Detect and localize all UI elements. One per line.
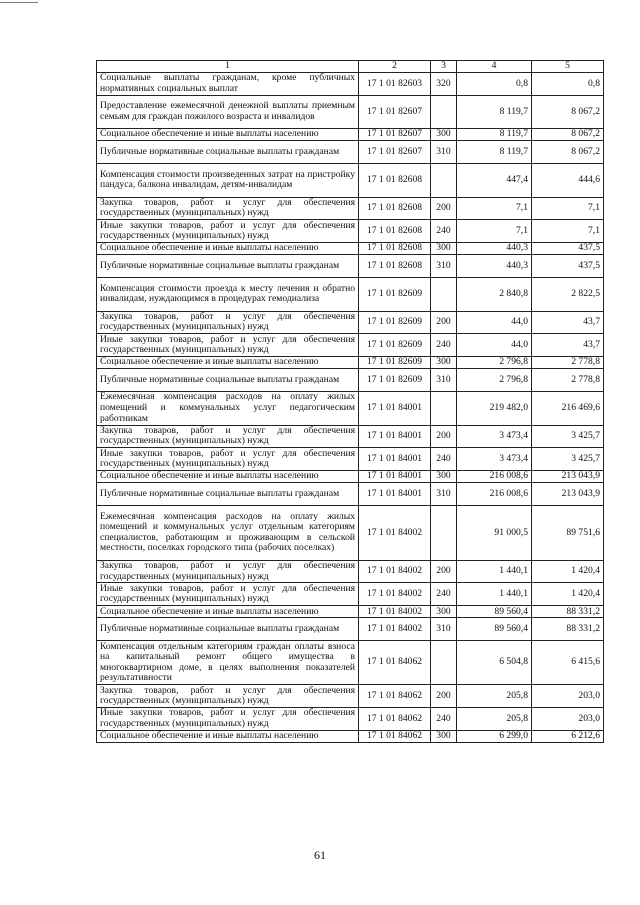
table-row [97,606,604,618]
row-name-cell: Социальное обеспечение и иные выплаты населению [97,471,359,483]
row-amount-2-cell: 43,7 [532,334,604,357]
header-cell-code: 2 [359,61,431,73]
row-amount-2-cell: 3 425,7 [532,448,604,471]
row-amount-2-cell: 2 822,5 [532,278,604,311]
row-code-cell: 17 1 01 84002 [359,506,431,561]
row-vr-cell [431,392,457,425]
row-amount-2-cell: 216 469,6 [532,392,604,425]
row-amount-1-cell: 0,8 [457,73,532,96]
row-name-cell: Предоставление ежемесячной денежной выплаты приемным семьям для граждан пожилого возраста и инвалидов [97,95,359,128]
row-code-cell: 17 1 01 84001 [359,448,431,471]
table-row [97,243,604,255]
table-row [97,73,604,96]
corner-scan-mark [0,2,38,3]
row-amount-2-cell: 1 420,4 [532,560,604,583]
row-amount-1-cell: 440,3 [457,255,532,278]
table-header-row [97,61,604,73]
row-amount-2-cell: 203,0 [532,708,604,731]
row-amount-2-cell: 213 043,9 [532,483,604,506]
row-amount-2-cell: 6 415,6 [532,641,604,685]
row-vr-cell: 310 [431,483,457,506]
row-amount-2-cell: 2 778,8 [532,357,604,369]
table-row [97,506,604,561]
table-row [97,220,604,243]
row-code-cell: 17 1 01 84001 [359,425,431,448]
row-amount-2-cell: 213 043,9 [532,471,604,483]
row-amount-1-cell: 2 796,8 [457,369,532,392]
row-amount-2-cell: 88 331,2 [532,618,604,641]
row-amount-2-cell: 444,6 [532,164,604,197]
row-code-cell: 17 1 01 82609 [359,369,431,392]
table-row [97,311,604,334]
row-name-cell: Социальное обеспечение и иные выплаты населению [97,129,359,141]
row-amount-2-cell: 7,1 [532,197,604,220]
table-row [97,425,604,448]
row-amount-1-cell: 89 560,4 [457,618,532,641]
row-name-cell: Публичные нормативные социальные выплаты гражданам [97,618,359,641]
table-row [97,560,604,583]
row-name-cell: Иные закупки товаров, работ и услуг для обеспечения государственных (муниципальных) нужд [97,448,359,471]
row-code-cell: 17 1 01 82609 [359,334,431,357]
row-vr-cell [431,95,457,128]
row-code-cell: 17 1 01 84002 [359,618,431,641]
row-name-cell: Социальное обеспечение и иные выплаты населению [97,730,359,742]
row-amount-1-cell: 8 119,7 [457,141,532,164]
row-amount-2-cell: 8 067,2 [532,95,604,128]
row-vr-cell: 300 [431,129,457,141]
row-vr-cell [431,641,457,685]
row-code-cell: 17 1 01 82608 [359,197,431,220]
row-code-cell: 17 1 01 84002 [359,583,431,606]
row-code-cell: 17 1 01 84062 [359,708,431,731]
row-amount-1-cell: 205,8 [457,708,532,731]
row-name-cell: Ежемесячная компенсация расходов на оплату жилых помещений и коммунальных услуг отдельным категориям специалистов, работающим и проживающим в сельской местности, поселках городского типа (рабочих поселках) [97,506,359,561]
row-vr-cell: 240 [431,448,457,471]
row-name-cell: Ежемесячная компенсация расходов на оплату жилых помещений и коммунальных услуг педагогическим работникам [97,392,359,425]
row-amount-2-cell: 43,7 [532,311,604,334]
row-amount-1-cell: 7,1 [457,197,532,220]
row-code-cell: 17 1 01 82607 [359,141,431,164]
row-name-cell: Закупка товаров, работ и услуг для обеспечения государственных (муниципальных) нужд [97,560,359,583]
row-vr-cell: 240 [431,220,457,243]
row-amount-1-cell: 8 119,7 [457,129,532,141]
row-name-cell: Иные закупки товаров, работ и услуг для обеспечения государственных (муниципальных) нужд [97,334,359,357]
table-row [97,641,604,685]
row-amount-1-cell: 6 504,8 [457,641,532,685]
row-code-cell: 17 1 01 82609 [359,357,431,369]
row-amount-1-cell: 6 299,0 [457,730,532,742]
row-amount-1-cell: 91 000,5 [457,506,532,561]
row-amount-2-cell: 8 067,2 [532,129,604,141]
table-row [97,141,604,164]
table-row [97,164,604,197]
row-amount-1-cell: 3 473,4 [457,448,532,471]
row-vr-cell: 200 [431,425,457,448]
row-amount-1-cell: 205,8 [457,685,532,708]
row-code-cell: 17 1 01 84001 [359,471,431,483]
row-vr-cell: 240 [431,708,457,731]
row-vr-cell [431,164,457,197]
row-amount-2-cell: 437,5 [532,243,604,255]
row-name-cell: Закупка товаров, работ и услуг для обеспечения государственных (муниципальных) нужд [97,311,359,334]
row-name-cell: Закупка товаров, работ и услуг для обеспечения государственных (муниципальных) нужд [97,685,359,708]
row-vr-cell: 200 [431,197,457,220]
row-amount-1-cell: 216 008,6 [457,483,532,506]
table-row [97,483,604,506]
row-vr-cell [431,278,457,311]
row-code-cell: 17 1 01 82607 [359,129,431,141]
row-amount-2-cell: 89 751,6 [532,506,604,561]
row-code-cell: 17 1 01 84001 [359,483,431,506]
row-amount-2-cell: 0,8 [532,73,604,96]
table-row [97,369,604,392]
row-amount-2-cell: 437,5 [532,255,604,278]
row-vr-cell: 310 [431,255,457,278]
row-vr-cell: 240 [431,583,457,606]
row-code-cell: 17 1 01 82609 [359,311,431,334]
row-amount-1-cell: 216 008,6 [457,471,532,483]
row-vr-cell [431,506,457,561]
table-row [97,583,604,606]
table-row [97,129,604,141]
row-name-cell: Иные закупки товаров, работ и услуг для обеспечения государственных (муниципальных) нужд [97,708,359,731]
row-vr-cell: 310 [431,618,457,641]
row-name-cell: Публичные нормативные социальные выплаты гражданам [97,141,359,164]
table-row [97,197,604,220]
row-name-cell: Компенсация стоимости проезда к месту лечения и обратно инвалидам, нуждающимся в процедурах гемодиализа [97,278,359,311]
row-code-cell: 17 1 01 84062 [359,641,431,685]
table-row [97,255,604,278]
table-row [97,357,604,369]
row-amount-2-cell: 203,0 [532,685,604,708]
row-vr-cell: 200 [431,560,457,583]
row-amount-2-cell: 88 331,2 [532,606,604,618]
row-code-cell: 17 1 01 82603 [359,73,431,96]
table-row [97,334,604,357]
budget-table [96,60,604,743]
table-row [97,95,604,128]
row-amount-2-cell: 8 067,2 [532,141,604,164]
table-row [97,448,604,471]
header-cell-amount-1: 4 [457,61,532,73]
row-amount-1-cell: 447,4 [457,164,532,197]
row-amount-1-cell: 89 560,4 [457,606,532,618]
row-name-cell: Публичные нормативные социальные выплаты гражданам [97,255,359,278]
row-code-cell: 17 1 01 82609 [359,278,431,311]
row-vr-cell: 310 [431,369,457,392]
row-name-cell: Публичные нормативные социальные выплаты гражданам [97,369,359,392]
row-code-cell: 17 1 01 84002 [359,606,431,618]
row-vr-cell: 240 [431,334,457,357]
row-amount-2-cell: 3 425,7 [532,425,604,448]
row-code-cell: 17 1 01 84062 [359,685,431,708]
row-name-cell: Закупка товаров, работ и услуг для обеспечения государственных (муниципальных) нужд [97,425,359,448]
row-name-cell: Социальные выплаты гражданам, кроме публичных нормативных социальных выплат [97,73,359,96]
header-cell-vr: 3 [431,61,457,73]
row-name-cell: Социальное обеспечение и иные выплаты населению [97,243,359,255]
row-name-cell: Компенсация стоимости произведенных затрат на пристройку пандуса, балкона инвалидам, детям-инвалидам [97,164,359,197]
row-code-cell: 17 1 01 82608 [359,255,431,278]
row-vr-cell: 310 [431,141,457,164]
page-number: 61 [314,848,326,862]
table-row [97,618,604,641]
table-row [97,471,604,483]
row-name-cell: Социальное обеспечение и иные выплаты населению [97,606,359,618]
row-amount-1-cell: 219 482,0 [457,392,532,425]
table-row [97,392,604,425]
table-row [97,278,604,311]
row-vr-cell: 200 [431,685,457,708]
row-name-cell: Компенсация отдельным категориям граждан оплаты взноса на капитальный ремонт общего имущества в многоквартирном доме, в целях выполнения показателей результативности [97,641,359,685]
table-row [97,708,604,731]
row-amount-2-cell: 1 420,4 [532,583,604,606]
row-amount-1-cell: 7,1 [457,220,532,243]
row-amount-1-cell: 44,0 [457,311,532,334]
row-amount-2-cell: 6 212,6 [532,730,604,742]
row-amount-1-cell: 44,0 [457,334,532,357]
row-amount-2-cell: 7,1 [532,220,604,243]
row-vr-cell: 320 [431,73,457,96]
row-vr-cell: 300 [431,730,457,742]
row-vr-cell: 200 [431,311,457,334]
row-vr-cell: 300 [431,357,457,369]
row-amount-1-cell: 2 796,8 [457,357,532,369]
row-amount-1-cell: 2 840,8 [457,278,532,311]
row-code-cell: 17 1 01 84062 [359,730,431,742]
table-row [97,685,604,708]
row-vr-cell: 300 [431,243,457,255]
row-code-cell: 17 1 01 82608 [359,243,431,255]
row-vr-cell: 300 [431,471,457,483]
row-amount-1-cell: 3 473,4 [457,425,532,448]
row-code-cell: 17 1 01 84001 [359,392,431,425]
row-name-cell: Публичные нормативные социальные выплаты гражданам [97,483,359,506]
row-vr-cell: 300 [431,606,457,618]
table-body [97,73,604,743]
row-name-cell: Социальное обеспечение и иные выплаты населению [97,357,359,369]
row-amount-2-cell: 2 778,8 [532,369,604,392]
row-code-cell: 17 1 01 82608 [359,164,431,197]
row-code-cell: 17 1 01 82607 [359,95,431,128]
row-code-cell: 17 1 01 84002 [359,560,431,583]
header-cell-name: 1 [97,61,359,73]
row-name-cell: Закупка товаров, работ и услуг для обеспечения государственных (муниципальных) нужд [97,197,359,220]
header-cell-amount-2: 5 [532,61,604,73]
row-name-cell: Иные закупки товаров, работ и услуг для обеспечения государственных (муниципальных) нужд [97,220,359,243]
row-amount-1-cell: 1 440,1 [457,560,532,583]
row-amount-1-cell: 8 119,7 [457,95,532,128]
table-row [97,730,604,742]
row-code-cell: 17 1 01 82608 [359,220,431,243]
row-amount-1-cell: 1 440,1 [457,583,532,606]
row-name-cell: Иные закупки товаров, работ и услуг для обеспечения государственных (муниципальных) нужд [97,583,359,606]
row-amount-1-cell: 440,3 [457,243,532,255]
